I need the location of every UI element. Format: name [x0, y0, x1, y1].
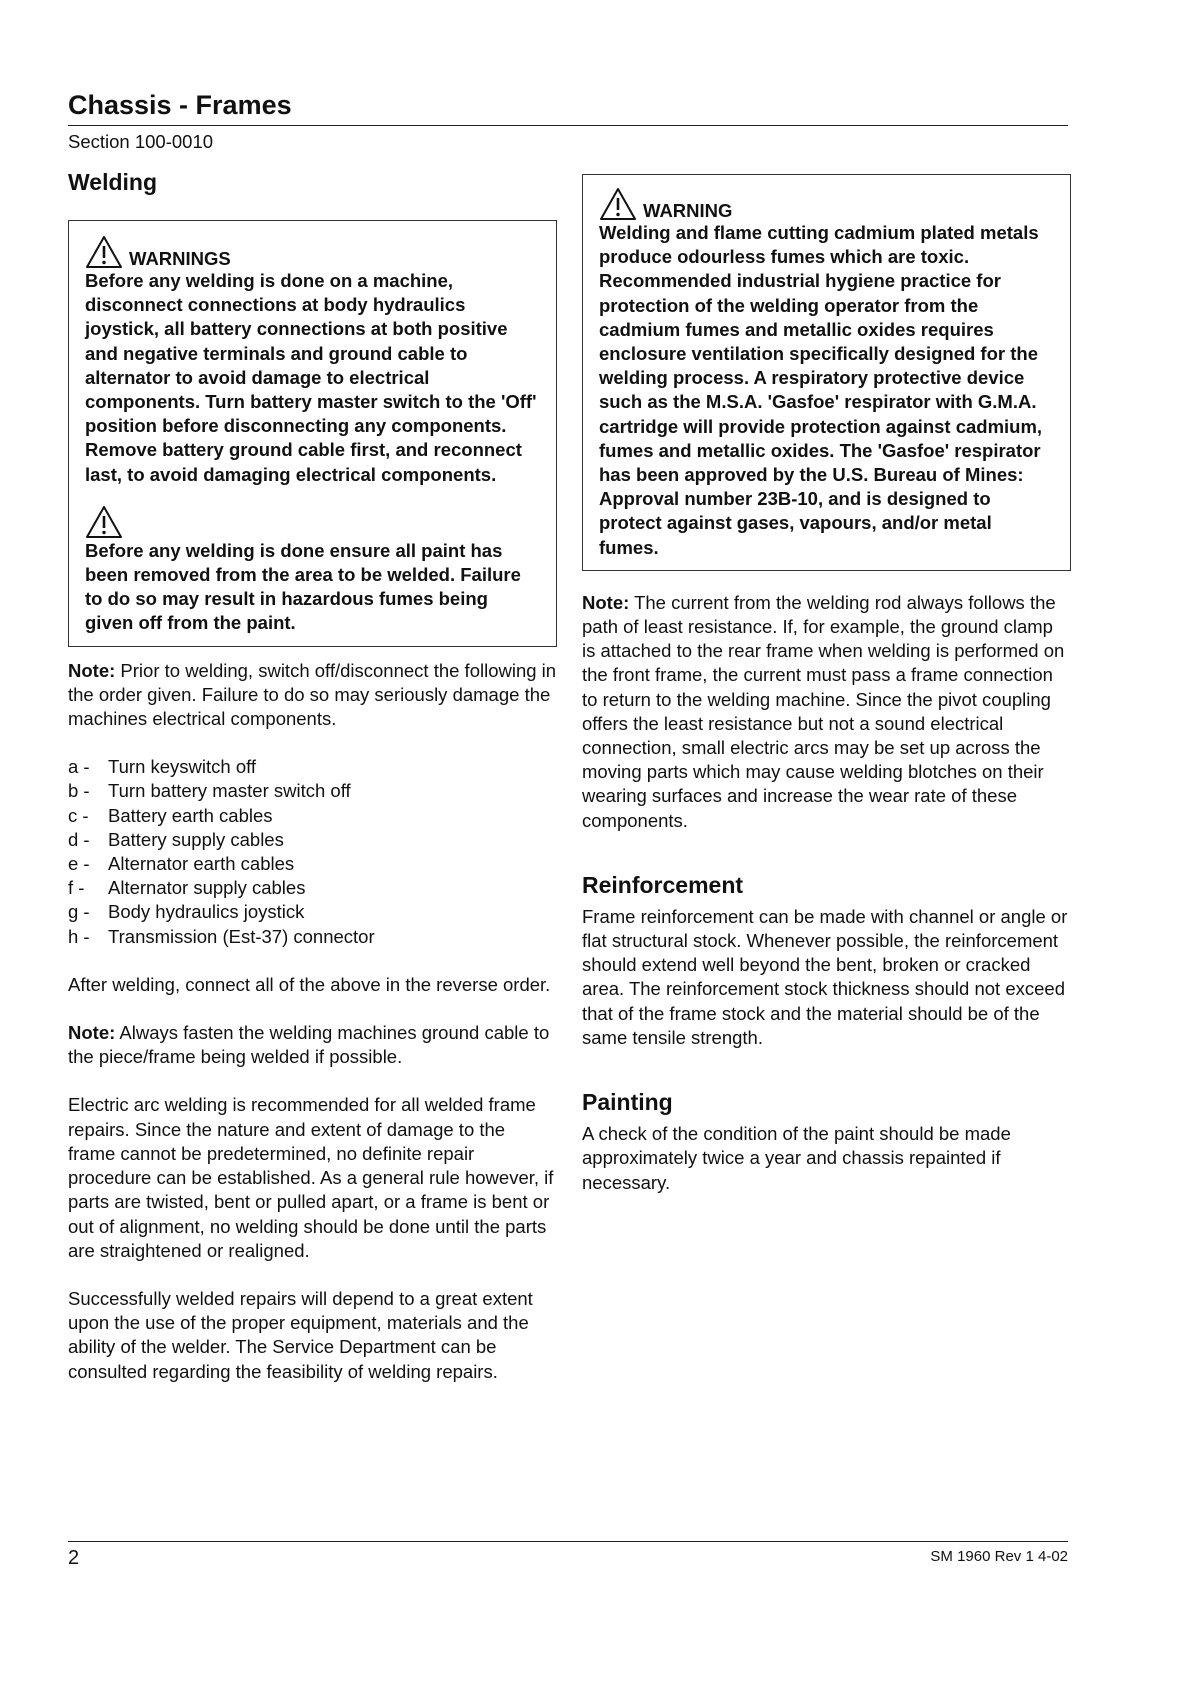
arc-welding-paragraph: Electric arc welding is recommended for all welded frame repairs. Since the nature and extent of damage to the frame cannot be predetermined, no definite repair procedure can be established. As a general rule however, if parts are twisted, bent or pulled apart, or a frame is bent or out of alignment, no welding should be done until the parts are straightened or realigned.	[68, 1094, 554, 1261]
list-item: a - Turn keyswitch off	[68, 756, 257, 778]
list-item: d - Battery supply cables	[68, 828, 284, 850]
cadmium-warning-text: Welding and flame cutting cadmium plated metals produce odourless fumes which are toxic. Recommended industrial hygiene practice for protection of the welding operator from the cadmium fumes and metallic oxides requires enclosure ventilation specifically designed for the welding process. A respiratory protective device such as the M.S.A. 'Gasfoe' respirator with G.M.A. cartridge will provide protection against cadmium, fumes and metallic oxides. The 'Gasfoe' respirator has been approved by the U.S. Bureau of Mines: Approval number 23B-10, and is designed to protect against gases, vapours, and/or metal fumes.	[599, 222, 1043, 558]
successful-repairs-paragraph: Successfully welded repairs will depend to a great extent upon the use of the proper equipment, materials and the ability of the welder. The Service Department can be consulted regarding the feasibility of welding repairs.	[68, 1287, 533, 1382]
note-label: Note:	[68, 1022, 116, 1044]
list-item: f - Alternator supply cables	[68, 877, 306, 899]
page-title: Chassis - Frames	[68, 90, 292, 120]
warning-icon-row	[85, 499, 540, 539]
note-text: Always fasten the welding machines ground cable to the piece/frame being welded if possible.	[68, 1022, 550, 1068]
page-number: 2	[68, 1547, 80, 1569]
painting-paragraph: A check of the condition of the paint should be made approximately twice a year and chassis repainted if necessary.	[582, 1123, 1011, 1193]
disconnect-steps-list	[68, 755, 557, 949]
warning-triangle-icon	[85, 235, 123, 269]
warning-header	[599, 183, 1054, 221]
list-item: h - Transmission (Est-37) connector	[68, 925, 375, 947]
note-label: Note:	[68, 659, 116, 681]
warnings-text-disconnect: Before any welding is done on a machine, disconnect connections at body hydraulics joystick, all battery connections at both positive and negative terminals and ground cable to alternator to avoid damage to electrical components. Turn battery master switch to the 'Off' position before disconnecting any components. Remove battery ground cable first, and reconnect last, to avoid damaging electrical components.	[85, 270, 537, 485]
warning-triangle-icon	[85, 505, 123, 539]
warnings-box	[68, 220, 557, 647]
list-item: e - Alternator earth cables	[68, 853, 295, 875]
note-text: The current from the welding rod always follows the path of least resistance. If, for example, the ground clamp is attached to the rear frame when welding is performed on the front frame, the current must pass a frame connection to return to the welding machine. Since the pivot coupling offers the least resistance but not a sound electrical connection, small electric arcs may be set up across the moving parts which may cause welding blotches on their wearing surfaces and increase the wear rate of these components.	[582, 591, 1065, 831]
reinforcement-paragraph: Frame reinforcement can be made with channel or angle or flat structural stock. Whenever possible, the reinforcement should extend well beyond the bent, broken or cracked area. The reinforcement stock thickness should not exceed that of the frame stock and the material should be of the same tensile strength.	[582, 905, 1068, 1048]
left-column	[68, 168, 557, 1384]
note-welding-current	[582, 591, 1071, 833]
note-prior-welding	[68, 659, 557, 732]
document-reference: SM 1960 Rev 1 4-02	[930, 1548, 1068, 1565]
footer-rule	[68, 1541, 1068, 1542]
note-ground-cable	[68, 1021, 557, 1069]
note-text: Prior to welding, switch off/disconnect the following in the order given. Failure to do so may seriously damage the machines electrical components.	[68, 659, 557, 730]
reinforcement-heading: Reinforcement	[582, 871, 744, 898]
list-item: b - Turn battery master switch off	[68, 780, 351, 802]
welding-heading: Welding	[68, 169, 158, 195]
list-item: g - Body hydraulics joystick	[68, 901, 305, 923]
painting-heading: Painting	[582, 1089, 673, 1116]
after-welding-paragraph: After welding, connect all of the above in the reverse order.	[68, 973, 551, 995]
warning-triangle-icon	[599, 187, 637, 221]
note-label: Note:	[582, 591, 630, 613]
warnings-text-paint: Before any welding is done ensure all paint has been removed from the area to be welded. Failure to do so may result in hazardous fumes being given off from the paint.	[85, 539, 521, 634]
warnings-header	[85, 231, 540, 269]
right-column	[582, 174, 1071, 1195]
warnings-label: WARNINGS	[129, 248, 231, 269]
section-number: Section 100-0010	[68, 131, 214, 152]
cadmium-warning-box	[582, 174, 1071, 571]
title-rule	[68, 125, 1068, 126]
list-item: c - Battery earth cables	[68, 804, 273, 826]
warning-label: WARNING	[643, 200, 733, 221]
